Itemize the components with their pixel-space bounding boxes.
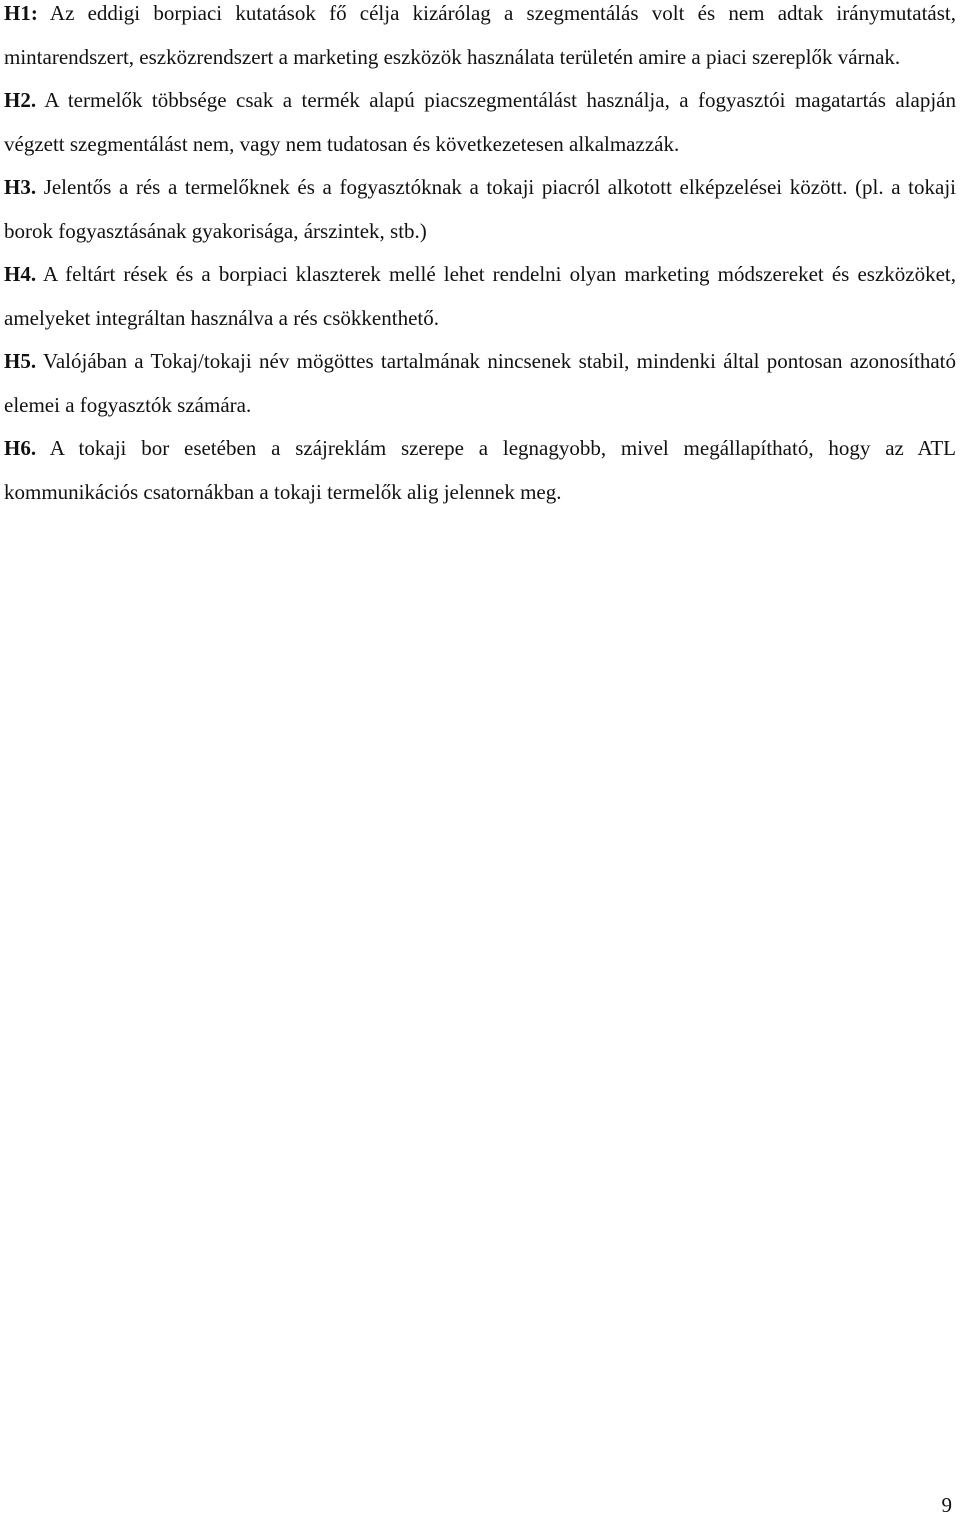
- hypothesis-text: A feltárt rések és a borpiaci klaszterek mellé lehet rendelni olyan marketing módszereket és eszközöket, amelyeket integráltan használva a rés csökkenthető.: [4, 262, 956, 330]
- hypothesis-h2: [4, 79, 956, 166]
- hypothesis-label: H6.: [4, 436, 37, 460]
- hypothesis-label: H2.: [4, 88, 37, 112]
- page-number: 9: [941, 1493, 952, 1517]
- hypothesis-label: H4.: [4, 262, 37, 286]
- hypothesis-h4: [4, 253, 956, 340]
- hypothesis-label: H3.: [4, 175, 37, 199]
- hypothesis-label: H5.: [4, 349, 37, 373]
- hypothesis-h3: [4, 166, 956, 253]
- hypothesis-h6: [4, 427, 956, 514]
- hypothesis-text: A termelők többsége csak a termék alapú piacszegmentálást használja, a fogyasztói magatartás alapján végzett szegmentálást nem, vagy nem tudatosan és következetesen alkalmazzák.: [4, 88, 956, 156]
- hypothesis-text: Jelentős a rés a termelőknek és a fogyasztóknak a tokaji piacról alkotott elképzelései között. (pl. a tokaji borok fogyasztásának gyakorisága, árszintek, stb.): [4, 175, 956, 243]
- hypothesis-text: Valójában a Tokaj/tokaji név mögöttes tartalmának nincsenek stabil, mindenki által pontosan azonosítható elemei a fogyasztók számára.: [4, 349, 956, 417]
- hypothesis-h1: [4, 0, 956, 79]
- hypothesis-text: A tokaji bor esetében a szájreklám szerepe a legnagyobb, mivel megállapítható, hogy az ATL kommunikációs csatornákban a tokaji termelők alig jelennek meg.: [4, 436, 956, 504]
- hypothesis-label: H1:: [4, 1, 38, 25]
- document-page: [4, 0, 956, 1525]
- hypothesis-h5: [4, 340, 956, 427]
- hypothesis-text: Az eddigi borpiaci kutatások fő célja kizárólag a szegmentálás volt és nem adtak iránymutatást, mintarendszert, eszközrendszert a marketing eszközök használata területén amire a piaci szereplők várnak.: [4, 1, 956, 69]
